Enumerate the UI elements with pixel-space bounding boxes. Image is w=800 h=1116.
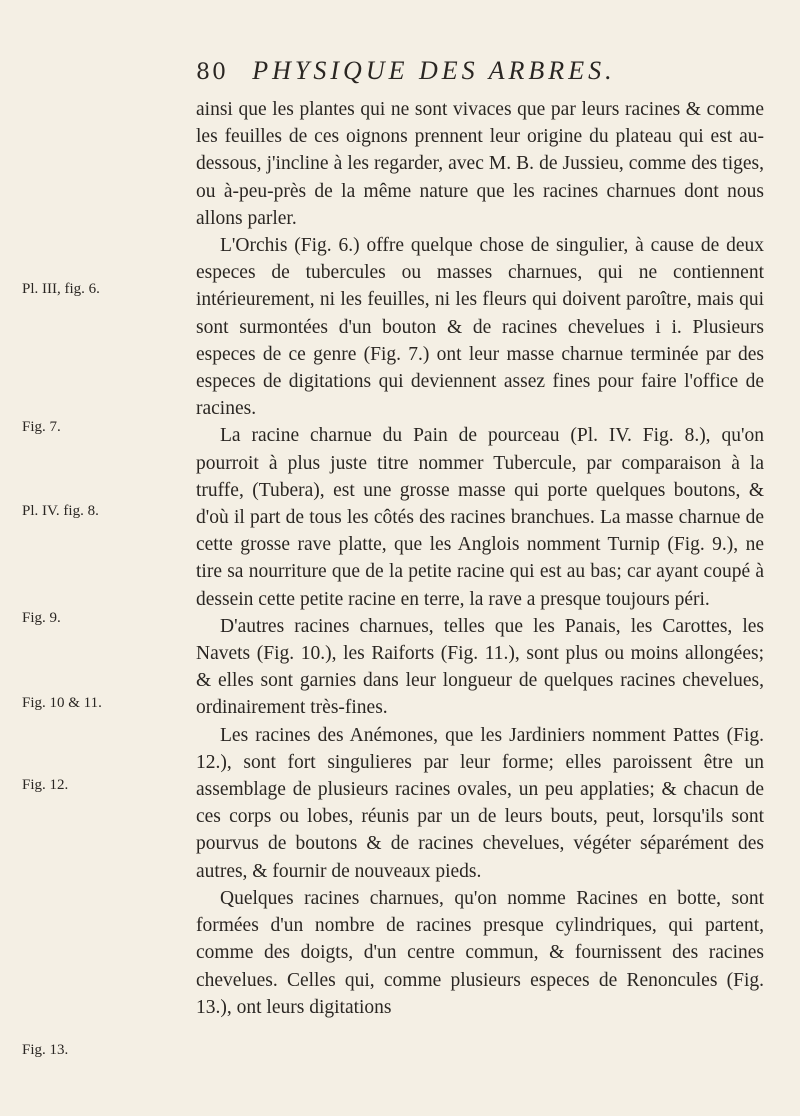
margin-note: Fig. 13. [22,1042,69,1058]
paragraph: Quelques racines charnues, qu'on nomme Racines en botte, sont formées d'un nombre de racines presque cylindriques, qui partent, comme des doigts, d'un centre commun, & fournissent des racines chevelues. Celles qui, comme plusieurs especes de Renoncules (Fig. 13.), ont leurs digitations [196,887,764,1018]
paragraph: La racine charnue du Pain de pourceau (Pl. IV. Fig. 8.), qu'on pourroit à plus juste titre nommer Tubercule, par comparaison à la truffe, (Tubera), est une grosse masse qui porte quelques boutons, & d'où il part de tous les côtés des racines branchues. La masse charnue de cette grosse rave platte, que les Anglois nomment Turnip (Fig. 9.), ne tire sa nourriture que de la petite racine qui est au bas; car ayant coupé à dessein cette petite racine en terre, la rave a presque toujours péri. [196,425,764,610]
running-title: PHYSIQUE DES ARBRES. [252,56,616,85]
margin-note: Fig. 10 & 11. [22,695,102,711]
margin-note: Pl. IV. fig. 8. [22,503,99,519]
margin-note: Fig. 7. [22,419,61,435]
margin-note: Pl. III, fig. 6. [22,281,100,297]
paragraph: D'autres racines charnues, telles que les Panais, les Carottes, les Navets (Fig. 10.), les Raiforts (Fig. 11.), sont plus ou moins allongées; & elles sont garnies dans leur longueur de quelques racines chevelues, ordinairement très-fines. [196,615,764,719]
paragraph: ainsi que les plantes qui ne sont vivaces que par leurs racines & comme les feuilles de ces oignons prennent leur origine du plateau qui est au-dessous, j'incline à les regarder, avec M. B. de Jussieu, comme des tiges, ou à-peu-près de la même nature que les racines charnues dont nous allons parler. [196,99,764,229]
body-text [196,96,764,1021]
paragraph: L'Orchis (Fig. 6.) offre quelque chose de singulier, à cause de deux especes de tubercules ou masses charnues, qui ne contiennent intérieurement, ni les feuilles, ni les fleurs qui doivent paroître, mais qui sont surmontées d'un bouton & de racines chevelues i i. Plusieurs especes de ce genre (Fig. 7.) ont leur masse charnue terminée par des especes de digitations qui deviennent assez fines pour faire l'office de racines. [196,235,764,420]
margin-note: Fig. 12. [22,777,69,793]
page-number: 80 [196,60,228,85]
margin-note: Fig. 9. [22,610,61,626]
running-header [196,56,760,86]
paragraph: Les racines des Anémones, que les Jardiniers nomment Pattes (Fig. 12.), sont fort singulieres par leur forme; elles paroissent être un assemblage de plusieurs racines ovales, un peu applaties; & chacun de ces corps ou lobes, réunis par un de leurs bouts, peut, lorsqu'ils sont pourvus de boutons & de racines chevelues, végéter séparément des autres, & fournir de nouveaux pieds. [196,724,764,882]
